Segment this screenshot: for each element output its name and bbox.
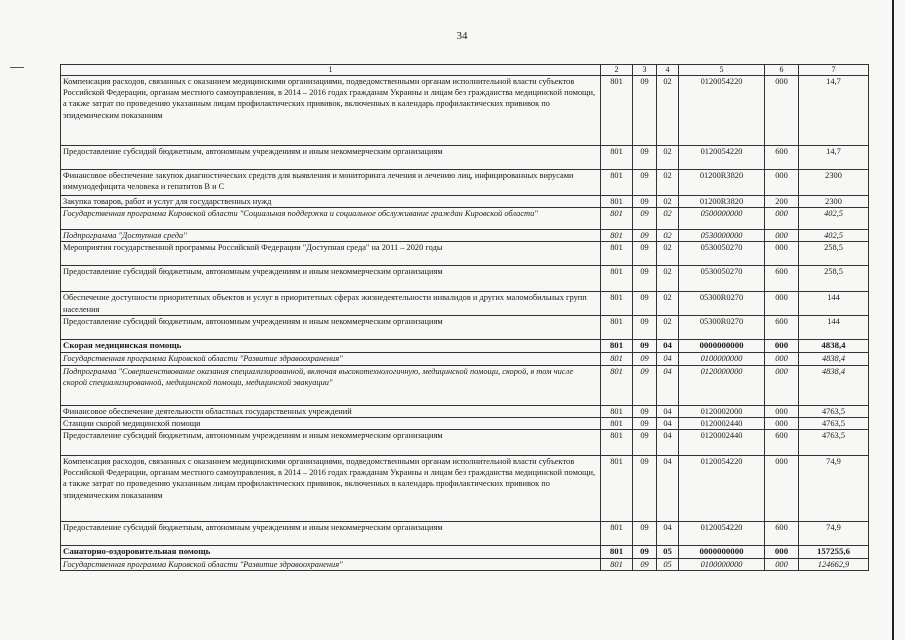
row-subsection-code: 04 [657,456,679,522]
row-ministry-code: 801 [601,316,633,340]
row-target-article: 0530050270 [679,242,765,266]
row-section-code: 09 [633,430,657,456]
table-row [61,316,869,340]
row-section-code: 09 [633,196,657,208]
row-ministry-code: 801 [601,405,633,417]
row-section-code: 09 [633,146,657,170]
row-amount: 4763,5 [799,405,869,417]
row-amount: 4763,5 [799,430,869,456]
row-ministry-code: 801 [601,208,633,230]
table-row [61,146,869,170]
row-description: Мероприятия государственной программы Российской Федерации "Доступная среда" на 2011 – 2020 годы [61,242,601,266]
row-section-code: 09 [633,522,657,546]
row-amount: 74,9 [799,522,869,546]
header-cell-3: 3 [633,65,657,76]
row-expense-type: 600 [765,266,799,292]
header-cell-2: 2 [601,65,633,76]
row-expense-type: 600 [765,316,799,340]
row-expense-type: 600 [765,522,799,546]
table-row [61,546,869,559]
row-section-code: 09 [633,365,657,405]
row-subsection-code: 02 [657,292,679,316]
margin-mark [10,67,24,68]
row-amount: 14,7 [799,146,869,170]
row-subsection-code: 02 [657,196,679,208]
row-ministry-code: 801 [601,430,633,456]
row-section-code: 09 [633,456,657,522]
row-ministry-code: 801 [601,196,633,208]
row-target-article: 0120002000 [679,405,765,417]
row-target-article: 0120002440 [679,430,765,456]
row-amount: 4763,5 [799,417,869,429]
table-row [61,456,869,522]
row-description: Предоставление субсидий бюджетным, автономным учреждениям и иным некоммерческим организациям [61,316,601,340]
row-ministry-code: 801 [601,353,633,365]
row-subsection-code: 04 [657,340,679,353]
row-section-code: 09 [633,316,657,340]
row-expense-type: 000 [765,417,799,429]
row-subsection-code: 04 [657,353,679,365]
header-cell-1: 1 [61,65,601,76]
row-description: Скорая медицинская помощь [61,340,601,353]
row-amount: 258,5 [799,242,869,266]
table-row [61,242,869,266]
row-ministry-code: 801 [601,559,633,571]
row-description: Предоставление субсидий бюджетным, автономным учреждениям и иным некоммерческим организациям [61,522,601,546]
table-row [61,417,869,429]
row-target-article: 0120054220 [679,456,765,522]
row-section-code: 09 [633,405,657,417]
row-ministry-code: 801 [601,340,633,353]
table-row [61,76,869,146]
table-row [61,170,869,196]
page-number: 34 [456,30,468,42]
row-ministry-code: 801 [601,242,633,266]
row-description: Подпрограмма "Доступная среда" [61,230,601,242]
row-subsection-code: 02 [657,208,679,230]
row-ministry-code: 801 [601,522,633,546]
row-amount: 74,9 [799,456,869,522]
row-amount: 4838,4 [799,353,869,365]
table-row [61,405,869,417]
row-target-article: 01200R3820 [679,170,765,196]
table-row [61,365,869,405]
page-edge [892,0,894,640]
row-section-code: 09 [633,417,657,429]
row-ministry-code: 801 [601,546,633,559]
row-ministry-code: 801 [601,417,633,429]
table-row [61,340,869,353]
row-section-code: 09 [633,353,657,365]
row-ministry-code: 801 [601,170,633,196]
row-ministry-code: 801 [601,76,633,146]
row-target-article: 0120000000 [679,365,765,405]
row-amount: 4838,4 [799,365,869,405]
row-expense-type: 000 [765,170,799,196]
row-expense-type: 000 [765,76,799,146]
row-expense-type: 000 [765,230,799,242]
row-description: Предоставление субсидий бюджетным, автономным учреждениям и иным некоммерческим организациям [61,266,601,292]
header-cell-5: 5 [679,65,765,76]
row-section-code: 09 [633,170,657,196]
row-target-article: 0530000000 [679,230,765,242]
table-row [61,559,869,571]
header-cell-6: 6 [765,65,799,76]
header-cell-4: 4 [657,65,679,76]
row-amount: 2300 [799,196,869,208]
row-expense-type: 000 [765,353,799,365]
row-description: Государственная программа Кировской области "Развитие здравоохранения" [61,353,601,365]
row-section-code: 09 [633,340,657,353]
row-description: Предоставление субсидий бюджетным, автономным учреждениям и иным некоммерческим организациям [61,430,601,456]
row-subsection-code: 04 [657,430,679,456]
row-ministry-code: 801 [601,146,633,170]
table-row [61,353,869,365]
table-row [61,230,869,242]
row-target-article: 0530050270 [679,266,765,292]
row-expense-type: 200 [765,196,799,208]
row-target-article: 0120002440 [679,417,765,429]
row-description: Обеспечение доступности приоритетных объектов и услуг в приоритетных сферах жизнедеятельности инвалидов и других маломобильных групп населения [61,292,601,316]
row-expense-type: 000 [765,242,799,266]
table-row [61,208,869,230]
budget-table [60,64,869,571]
row-ministry-code: 801 [601,230,633,242]
row-section-code: 09 [633,242,657,266]
row-expense-type: 000 [765,340,799,353]
row-subsection-code: 02 [657,146,679,170]
table-row [61,292,869,316]
row-expense-type: 000 [765,456,799,522]
header-cell-7: 7 [799,65,869,76]
row-expense-type: 000 [765,365,799,405]
row-subsection-code: 05 [657,546,679,559]
row-section-code: 09 [633,208,657,230]
table-row [61,430,869,456]
row-subsection-code: 04 [657,405,679,417]
row-description: Санаторно-оздоровительная помощь [61,546,601,559]
row-section-code: 09 [633,559,657,571]
table-header-row [61,65,869,76]
row-subsection-code: 04 [657,417,679,429]
row-description: Финансовое обеспечение деятельности областных государственных учреждений [61,405,601,417]
row-subsection-code: 02 [657,266,679,292]
row-target-article: 0120054220 [679,146,765,170]
row-subsection-code: 04 [657,522,679,546]
row-subsection-code: 04 [657,365,679,405]
row-expense-type: 000 [765,208,799,230]
row-ministry-code: 801 [601,266,633,292]
row-subsection-code: 02 [657,76,679,146]
row-ministry-code: 801 [601,456,633,522]
row-description: Закупка товаров, работ и услуг для государственных нужд [61,196,601,208]
row-target-article: 0120054220 [679,76,765,146]
row-subsection-code: 02 [657,242,679,266]
row-target-article: 0500000000 [679,208,765,230]
row-amount: 124662,9 [799,559,869,571]
row-section-code: 09 [633,292,657,316]
row-target-article: 01200R3820 [679,196,765,208]
row-subsection-code: 02 [657,170,679,196]
row-subsection-code: 02 [657,230,679,242]
table-row [61,196,869,208]
row-amount: 144 [799,316,869,340]
row-expense-type: 000 [765,292,799,316]
row-expense-type: 600 [765,430,799,456]
row-subsection-code: 02 [657,316,679,340]
table-row [61,266,869,292]
row-section-code: 09 [633,266,657,292]
row-ministry-code: 801 [601,365,633,405]
row-ministry-code: 801 [601,292,633,316]
row-description: Станции скорой медицинской помощи [61,417,601,429]
row-section-code: 09 [633,230,657,242]
row-amount: 144 [799,292,869,316]
row-amount: 258,5 [799,266,869,292]
row-target-article: 0100000000 [679,559,765,571]
row-expense-type: 600 [765,146,799,170]
row-expense-type: 000 [765,546,799,559]
row-target-article: 0100000000 [679,353,765,365]
row-section-code: 09 [633,546,657,559]
row-expense-type: 000 [765,559,799,571]
row-description: Государственная программа Кировской области "Развитие здравоохранения" [61,559,601,571]
row-amount: 402,5 [799,208,869,230]
row-description: Государственная программа Кировской области "Социальная поддержка и социальное обслуживание граждан Кировской области" [61,208,601,230]
row-target-article: 0120054220 [679,522,765,546]
row-amount: 157255,6 [799,546,869,559]
row-description: Финансовое обеспечение закупок диагностических средств для выявления и мониторинга лечения и лечению лиц, инфицированных вирусами иммунодефицита человека и гепатитов В и С [61,170,601,196]
row-description: Предоставление субсидий бюджетным, автономным учреждениям и иным некоммерческим организациям [61,146,601,170]
row-amount: 402,5 [799,230,869,242]
row-target-article: 0000000000 [679,340,765,353]
row-expense-type: 000 [765,405,799,417]
row-description: Компенсация расходов, связанных с оказанием медицинскими организациями, подведомственными органам исполнительной власти субъектов Российской Федерации, органам местного самоуправления, в 2014 – 2016 годах гражданам Украины и лицам без гражданства медицинской помощи, а также затрат по проведению указанным лицам профилактических прививок, включенных в календарь профилактических прививок по эпидемическим показаниям [61,76,601,146]
row-target-article: 05300R0270 [679,292,765,316]
row-section-code: 09 [633,76,657,146]
table-row [61,522,869,546]
row-subsection-code: 05 [657,559,679,571]
row-amount: 4838,4 [799,340,869,353]
row-description: Компенсация расходов, связанных с оказанием медицинскими организациями, подведомственными органам исполнительной власти субъектов Российской Федерации, органам местного самоуправления, в 2014 – 2016 годах гражданам Украины и лицам без гражданства медицинской помощи, а также затрат по проведению указанным лицам профилактических прививок, включенных в календарь профилактических прививок по эпидемическим показаниям [61,456,601,522]
row-amount: 2300 [799,170,869,196]
row-target-article: 0000000000 [679,546,765,559]
row-amount: 14,7 [799,76,869,146]
row-description: Подпрограмма "Совершенствование оказания специализированной, включая высокотехнологичную, медицинской помощи, скорой, в том числе скорой специализированной, медицинской помощи, медицинской эвакуации" [61,365,601,405]
row-target-article: 05300R0270 [679,316,765,340]
